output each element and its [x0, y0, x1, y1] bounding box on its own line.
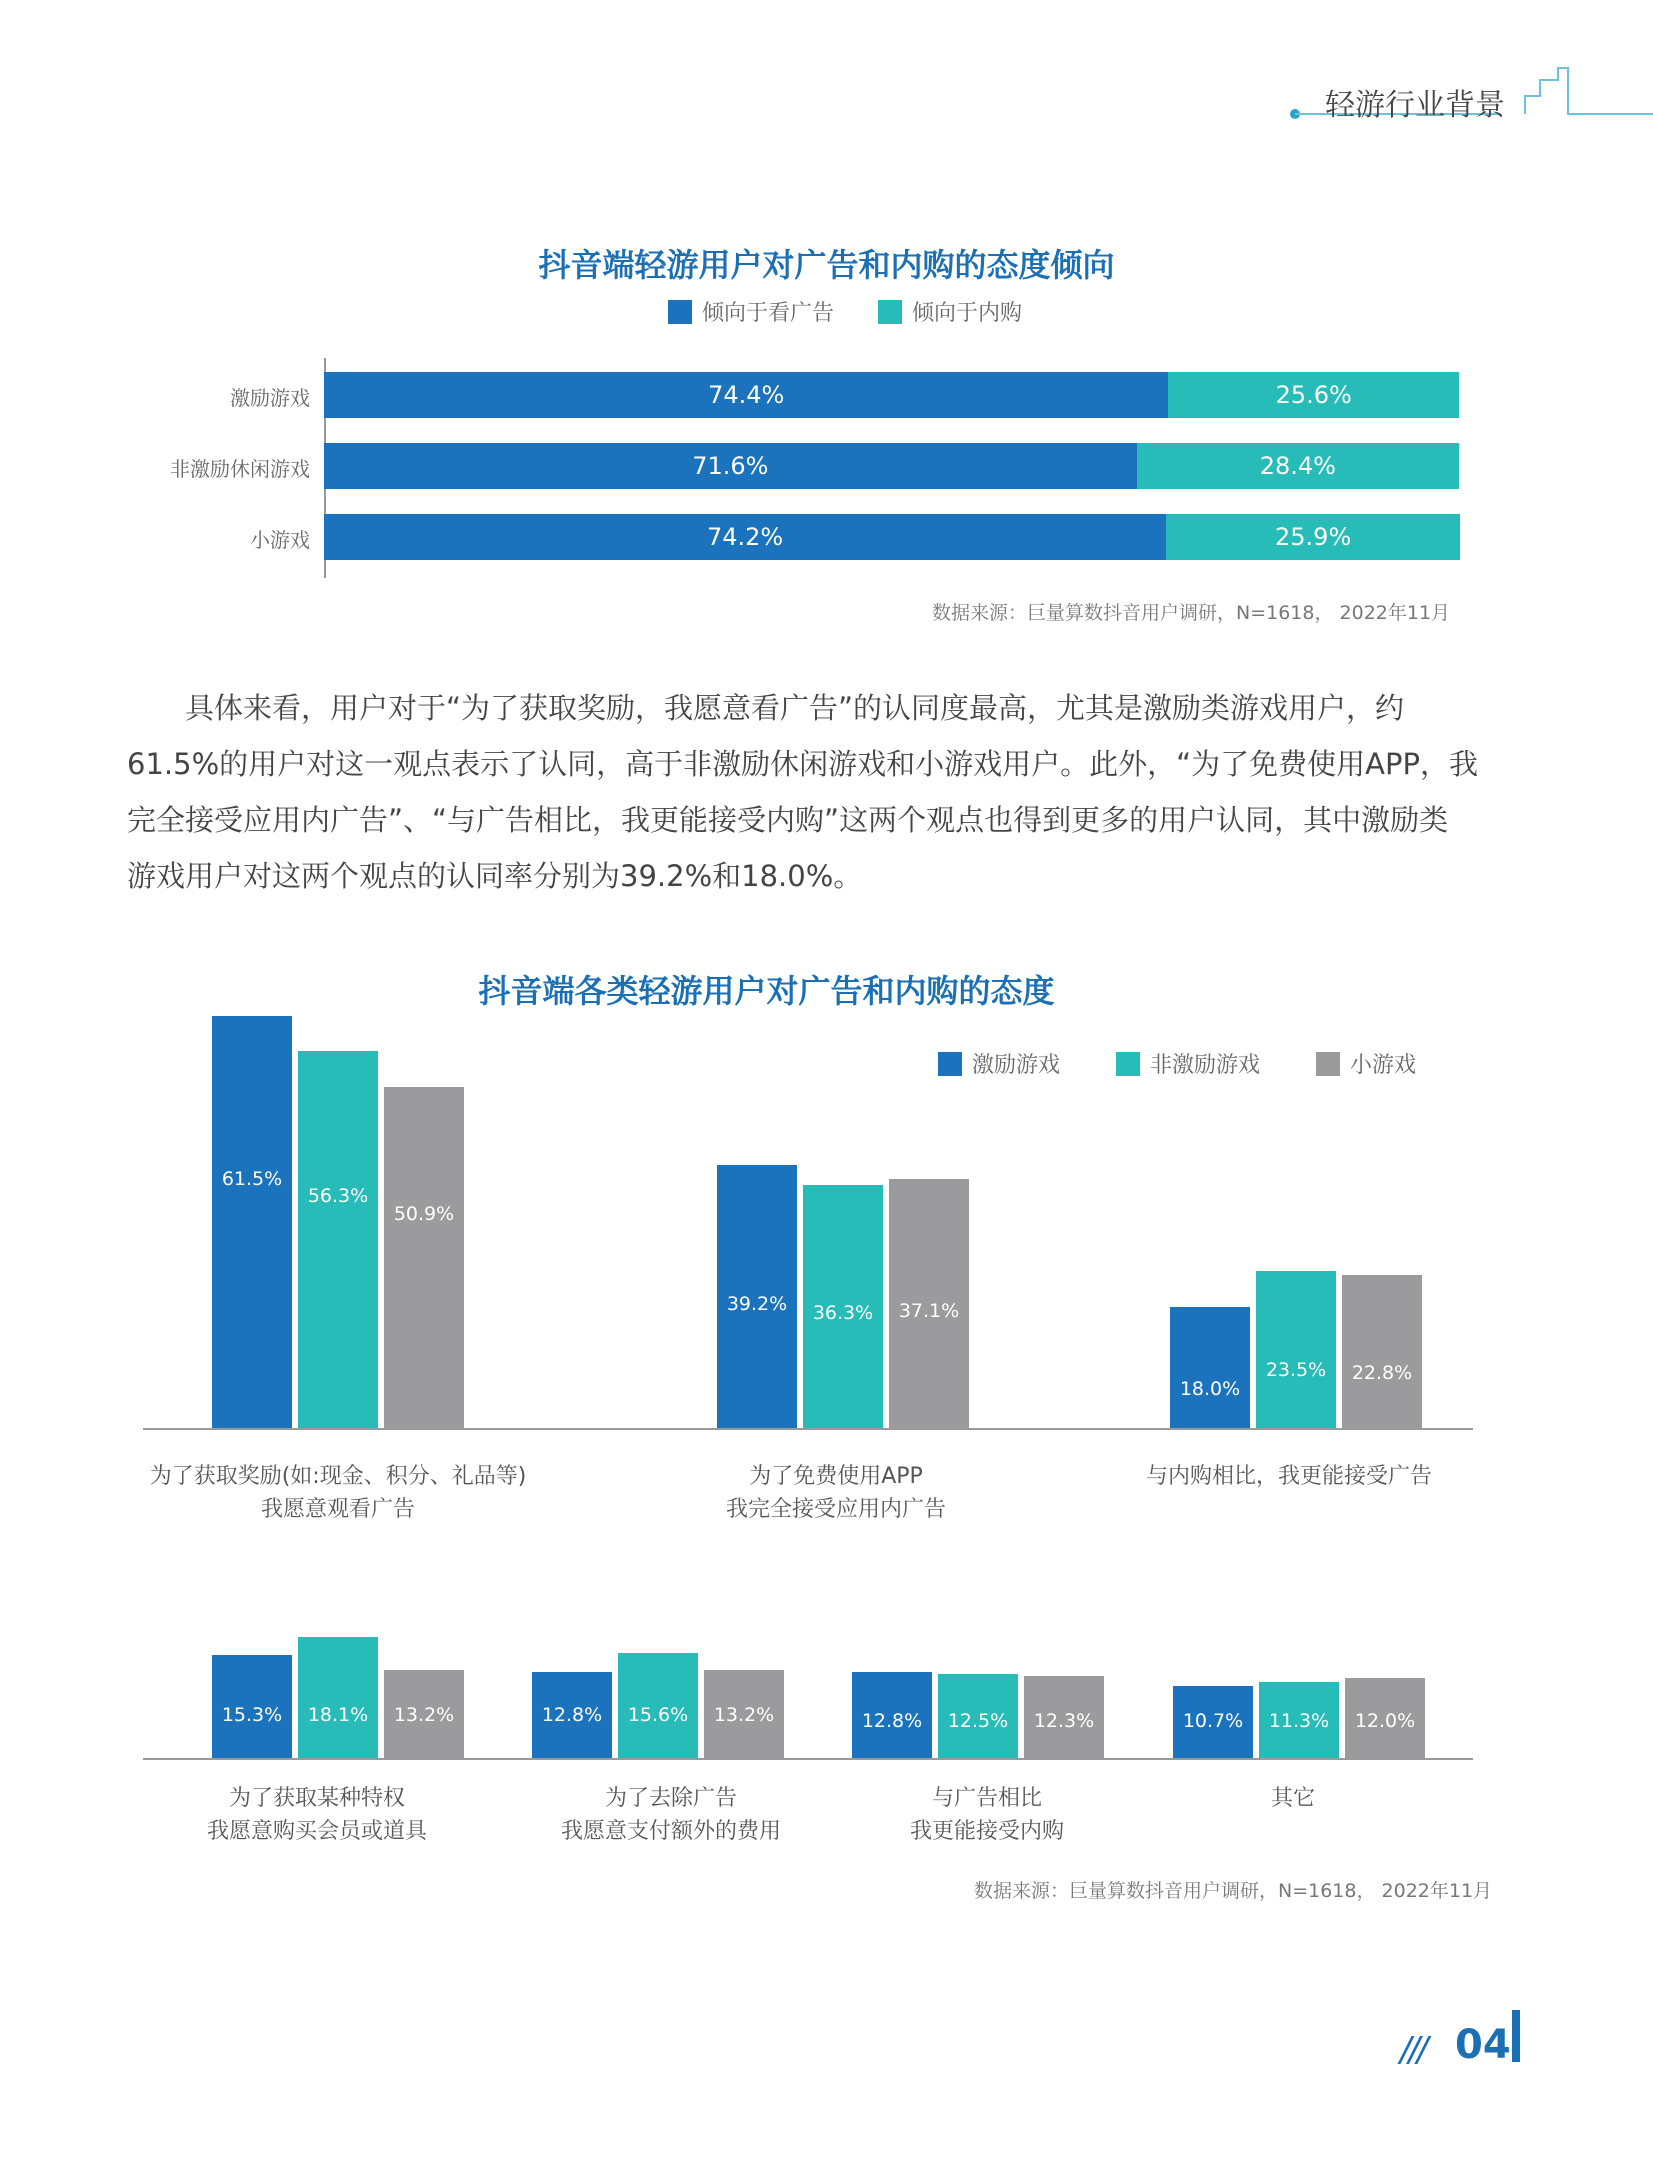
chart2-bar-value-label: 13.2%: [713, 1704, 775, 1726]
chart2-category-label-line: 与内购相比，我更能接受广告: [1145, 1464, 1432, 1489]
legend-label-iap: 倾向于内购: [912, 301, 1023, 326]
chart2-bar-value-label: 37.1%: [898, 1299, 960, 1322]
legend-item-iap: [878, 296, 1022, 327]
chart1-title: 抖音端轻游用户对广告和内购的态度倾向: [538, 246, 1115, 284]
chart2-bar: [298, 1051, 378, 1428]
chart2-bar-value-label: 22.8%: [1351, 1361, 1413, 1384]
chart1-source: 数据来源：巨量算数抖音用户调研，N=1618， 2022年11月: [932, 602, 1451, 624]
chart2-bar-value-label: 12.0%: [1354, 1710, 1416, 1732]
chart2-bar-value-label: 15.6%: [627, 1704, 689, 1726]
chart1-category-label: 激励游戏: [230, 386, 310, 410]
chart2-bar: [384, 1087, 464, 1428]
chart2-category-label-line: 其它: [1270, 1786, 1315, 1811]
chart2-bar-value-label: 15.3%: [221, 1704, 283, 1726]
paragraph-line-2: 61.5%的用户对这一观点表示了认同，高于非激励休闲游戏和小游戏用户。此外，“为了免费使用APP，我: [127, 747, 1478, 781]
chart2-category-label: [1093, 1782, 1493, 1815]
chart1-bar-value-label: 71.6%: [692, 452, 769, 480]
chart2-category-label-line: 为了获取某种特权: [228, 1786, 405, 1811]
chart1-bar-iap: [1137, 443, 1459, 489]
chart2-bar-value-label: 12.3%: [1033, 1710, 1095, 1732]
chart2-bar-value-label: 61.5%: [221, 1167, 283, 1190]
legend-swatch-iap: [878, 300, 902, 324]
chart2-category-label: [117, 1782, 517, 1848]
chart2-category-label-line: 我愿意购买会员或道具: [206, 1819, 427, 1844]
chart2-baseline: [143, 1758, 1473, 1760]
chart2-bar-value-label: 13.2%: [393, 1704, 455, 1726]
chart2-category-label-line: 为了获取奖励(如:现金、积分、礼品等): [149, 1464, 527, 1489]
legend-label-mini: 小游戏: [1350, 1053, 1417, 1078]
chart2-bar-value-label: 18.0%: [1179, 1377, 1241, 1400]
page-number-bar: [1512, 2010, 1520, 2062]
page-number: 04: [1455, 2022, 1511, 2068]
chart1-legend: [668, 296, 1022, 327]
chart2-bar-value-label: 11.3%: [1268, 1710, 1330, 1732]
chart2-category-label: [636, 1460, 1036, 1526]
legend-swatch-mini: [1316, 1052, 1340, 1076]
chart1-bar-ads: [324, 372, 1168, 418]
chart2-bar-value-label: 12.8%: [541, 1704, 603, 1726]
chart2-category-label-line: 我更能接受内购: [909, 1819, 1064, 1844]
legend-item-non-incentive: [1116, 1048, 1260, 1079]
chart2-bar-value-label: 56.3%: [307, 1185, 369, 1208]
chart2-bar-value-label: 50.9%: [393, 1203, 455, 1226]
chart2-category-label: [1089, 1460, 1489, 1493]
chart1-bar-iap: [1168, 372, 1459, 418]
chart2-category-label-line: 我愿意观看广告: [260, 1497, 415, 1522]
legend-swatch-incentive: [938, 1052, 962, 1076]
paragraph-line-3: 完全接受应用内广告”、“与广告相比，我更能接受内购”这两个观点也得到更多的用户认同，其中激励类: [127, 803, 1449, 837]
chart1-bar-iap: [1166, 514, 1460, 560]
chart1-bar-value-label: 28.4%: [1259, 452, 1336, 480]
chart2-category-label-line: 与广告相比: [931, 1786, 1042, 1811]
chart1-bar-ads: [324, 443, 1137, 489]
chart2-category-label-line: 我完全接受应用内广告: [725, 1497, 946, 1522]
section-title: 轻游行业背景: [1325, 88, 1505, 123]
legend-item-mini: [1316, 1048, 1416, 1079]
chart2-source: 数据来源：巨量算数抖音用户调研，N=1618， 2022年11月: [974, 1880, 1493, 1902]
chart1-bar-value-label: 74.2%: [706, 523, 784, 551]
chart2-category-label-line: 我愿意支付额外的费用: [560, 1819, 781, 1844]
chart2-category-label-line: 为了去除广告: [604, 1786, 737, 1811]
chart2-bar: [1170, 1307, 1250, 1428]
chart1-category-label: 非激励休闲游戏: [170, 457, 310, 481]
chart1-bar-value-label: 74.4%: [708, 381, 785, 409]
chart1-category-label: 小游戏: [250, 528, 310, 552]
chart2-bar: [1342, 1275, 1422, 1428]
chart2-category-label: [138, 1460, 538, 1526]
chart2-bar-value-label: 36.3%: [812, 1302, 874, 1325]
chart2-bar-value-label: 39.2%: [726, 1292, 788, 1315]
chart1-bar-value-label: 25.6%: [1275, 381, 1352, 409]
chart2-bar-value-label: 12.8%: [861, 1710, 923, 1732]
chart2-legend: [938, 1048, 1416, 1079]
paragraph-line-4: 游戏用户对这两个观点的认同率分别为39.2%和18.0%。: [127, 859, 863, 893]
legend-label-incentive: 激励游戏: [972, 1053, 1061, 1078]
page-slashes: ///: [1400, 2030, 1426, 2070]
chart2-bar: [298, 1637, 378, 1758]
chart2-title: 抖音端各类轻游用户对广告和内购的态度: [478, 972, 1055, 1010]
chart2-bar-value-label: 18.1%: [307, 1704, 369, 1726]
legend-item-ads: [668, 296, 834, 327]
chart2-category-label-line: 为了免费使用APP: [749, 1464, 923, 1489]
chart1-bar-ads: [324, 514, 1166, 560]
legend-swatch-ads: [668, 300, 692, 324]
chart2-bar-value-label: 23.5%: [1265, 1359, 1327, 1382]
legend-label-ads: 倾向于看广告: [702, 301, 835, 326]
legend-swatch-non-incentive: [1116, 1052, 1140, 1076]
chart2-bar: [1256, 1271, 1336, 1428]
chart2-bar-value-label: 10.7%: [1182, 1710, 1244, 1732]
paragraph-line-1: 具体来看，用户对于“为了获取奖励，我愿意看广告”的认同度最高，尤其是激励类游戏用户，约: [185, 691, 1405, 725]
chart2-bar: [212, 1016, 292, 1428]
chart1-bar-value-label: 25.9%: [1275, 523, 1352, 551]
legend-label-non-incentive: 非激励游戏: [1150, 1053, 1261, 1078]
legend-item-incentive: [938, 1048, 1060, 1079]
body-paragraph: [127, 680, 1507, 904]
chart2-baseline: [143, 1428, 1473, 1430]
chart2-bar-value-label: 12.5%: [947, 1710, 1009, 1732]
